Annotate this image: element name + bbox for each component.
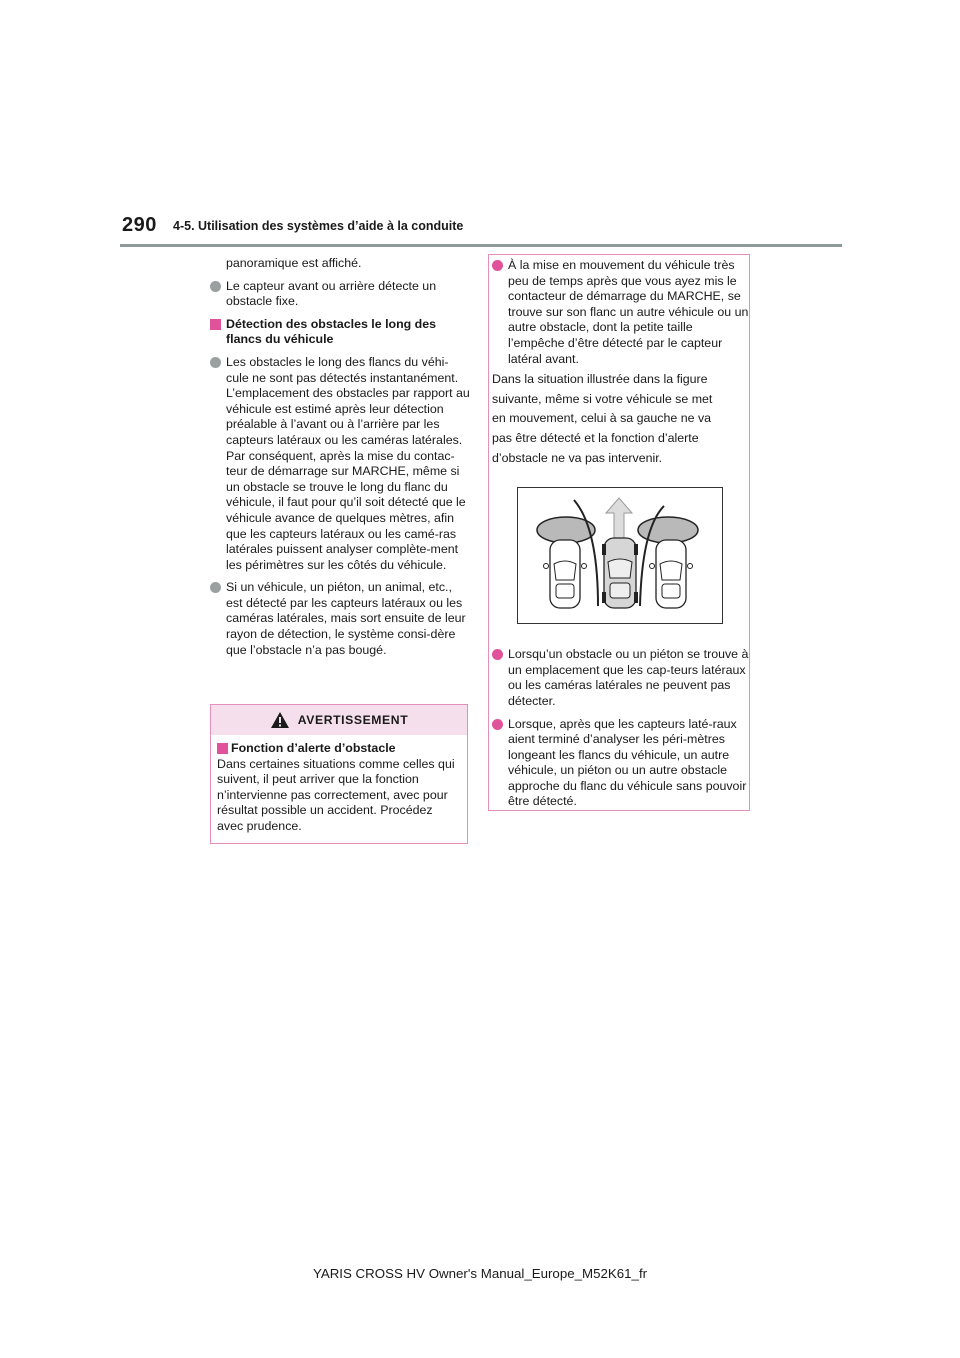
- parking-illustration: [517, 487, 723, 624]
- bullet-front-rear: [210, 279, 470, 310]
- bullet-dot-icon: [210, 281, 221, 292]
- figure-caption: [492, 370, 750, 468]
- bullet-text: Les obstacles le long des flancs du véhi-cule ne sont pas détectés instantanément. L’emplacement des obstacles par rapport au véhicule est estimé après leur détection préalable à l’avant ou à l’arrière par les capteurs latéraux ou les caméras latérales. Par conséquent, après la mise du contac-teur de démarrage sur MARCHE, même si un obstacle se trouve le long du flanc du véhicule, il faut pour qu’il soit détecté que le véhicule avance de quelques mètres, afin que les capteurs latéraux ou les camé-ras latérales puissent analyser complète-ment les périmètres sur les côtés du véhicule.: [226, 354, 470, 572]
- left-parked-car: [544, 540, 587, 608]
- bullet-not-moved: [210, 580, 470, 658]
- caption-line: d’obstacle ne va pas intervenir.: [492, 450, 663, 465]
- center-own-vehicle: [602, 538, 638, 608]
- square-marker-icon: [210, 319, 221, 330]
- caption-line: suivante, même si votre véhicule se met: [492, 391, 713, 406]
- square-marker-icon: [217, 743, 228, 754]
- bullet-dot-icon: [492, 260, 503, 271]
- right-parked-car: [650, 540, 693, 608]
- bullet-undetectable-location: [492, 647, 750, 709]
- header-rule: [120, 244, 842, 247]
- warning-triangle-icon: [270, 711, 290, 729]
- bullet-text: Le capteur avant ou arrière détecte un obstacle fixe.: [226, 278, 437, 309]
- bullet-text: Lorsqu’un obstacle ou un piéton se trouve à un emplacement que les cap-teurs latéraux ou les caméras latérales ne peuvent pas détecter.: [508, 647, 749, 708]
- bullet-after-analysis: [492, 717, 750, 811]
- bullet-dot-icon: [492, 719, 503, 730]
- section-title: 4-5. Utilisation des systèmes d’aide à la conduite: [173, 219, 464, 233]
- caption-line: Dans la situation illustrée dans la figure: [492, 372, 708, 387]
- bullet-text: Lorsque, après que les capteurs laté-raux aient terminé d’analyser les péri-mètres longeant les flancs du véhicule, un autre véhicule, un piéton ou un autre obstacle approche du flanc du véhicule sans pouvoir être détecté.: [508, 716, 747, 809]
- bullet-start-movement: [492, 258, 750, 367]
- caption-line: en mouvement, celui à sa gauche ne va: [492, 411, 712, 426]
- warning-text: Dans certaines situations comme celles qui suivent, il peut arriver que la fonction n’intervienne pas correctement, avec pour résultat possible un accident. Procédez avec prudence.: [217, 756, 455, 833]
- warning-title: AVERTISSEMENT: [297, 713, 409, 727]
- bullet-text: Si un véhicule, un piéton, un animal, etc., est détecté par les capteurs latéraux ou les caméras latérales, mais sort ensuite de leur rayon de détection, le système consi-dère que l’obstacle n’a pas bougé.: [226, 580, 466, 657]
- warning-subheading-text: Fonction d’alerte d’obstacle: [231, 741, 396, 755]
- warning-body: [211, 735, 467, 835]
- warning-box: [210, 704, 468, 844]
- bullet-side-obstacles: [210, 355, 470, 573]
- footer-manual-id: YARIS CROSS HV Owner's Manual_Europe_M52K61_fr: [312, 1266, 648, 1281]
- parked-cars-diagram: [518, 488, 722, 623]
- caption-line: pas être détecté et la fonction d’alerte: [492, 430, 699, 445]
- warning-subheading: [217, 741, 461, 757]
- subheading-text: Détection des obstacles le long des flancs du véhicule: [226, 316, 437, 347]
- bullet-text: À la mise en mouvement du véhicule très peu de temps après que vous ayez mis le contacteur de démarrage du MARCHE, se trouve sur son flanc un autre véhicule ou un autre obstacle, dont la petite taille l’empêche d’être détecté par le capteur latéral avant.: [508, 258, 749, 366]
- bullet-dot-icon: [210, 357, 221, 368]
- left-column: [210, 256, 470, 658]
- subheading-side-detection: [210, 317, 470, 348]
- page-number: 290: [122, 214, 157, 236]
- bullet-dot-icon: [492, 649, 503, 660]
- continued-text: panoramique est affiché.: [226, 256, 362, 270]
- bullet-dot-icon: [210, 582, 221, 593]
- warning-header: [211, 705, 467, 735]
